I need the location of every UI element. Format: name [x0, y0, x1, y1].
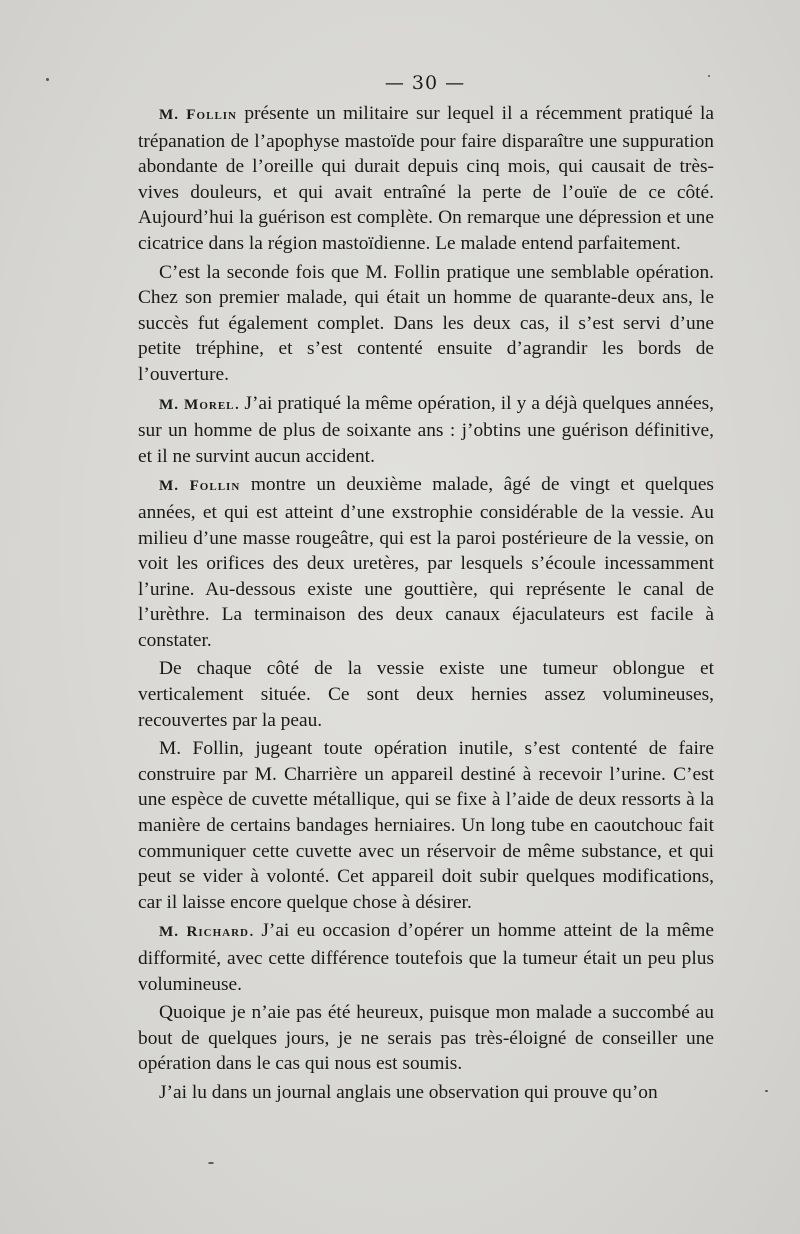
scan-speck — [208, 1162, 214, 1164]
paragraph-second-operation — [138, 260, 714, 388]
paragraph-text: . J’ai eu occasion d’opérer un homme atteint de la même difformité, avec cette différence toutefois que la tumeur était un peu plus volumineuse. — [138, 920, 714, 995]
page-number: — 30 — — [384, 72, 466, 94]
paragraph-appareil — [138, 736, 714, 915]
paragraph-quoique — [138, 1000, 714, 1077]
speaker-name: M. Follin — [159, 478, 241, 495]
paragraph-journal-anglais — [138, 1080, 714, 1106]
scan-speck — [708, 75, 710, 77]
speaker-name: M. Richard — [159, 924, 249, 941]
scan-speck — [765, 1090, 768, 1092]
paragraph-text: . J’ai pratiqué la même opération, il y a déjà quelques années, sur un homme de plus de soixante ans : j’obtins une guérison définitive, et il ne survint aucun accident. — [138, 392, 714, 467]
paragraph-morel — [138, 391, 714, 470]
paragraph-follin-trepanation — [138, 101, 714, 257]
paragraph-text: C’est la seconde fois que M. Follin pratique une semblable opération. Chez son premier malade, qui était un homme de quarante-deux ans, le succès fut également complet. Dans les deux cas, il s’est servi d’une petite tréphine, et s’est contenté ensuite d’agrandir les bords de l’ouverture. — [138, 261, 714, 385]
paragraph-hernies — [138, 656, 714, 733]
scan-speck — [46, 78, 49, 81]
paragraph-text: De chaque côté de la vessie existe une tumeur oblongue et verticalement située. Ce sont deux hernies assez volumineuses, recouvertes par la peau. — [138, 658, 714, 731]
speaker-name: M. Morel — [159, 396, 235, 413]
paragraph-follin-exstrophie — [138, 472, 714, 653]
paragraph-text: montre un deuxième malade, âgé de vingt et quelques années, et qui est atteint d’une exstrophie considérable de la vessie. Au milieu d’une masse rougeâtre, qui est la paroi postérieure de la vessie, on voit les orifices des deux uretères, par lesquels s’écoule incessamment l’urine. Au-dessous existe une gouttière, qui représente le canal de l’urèthre. La terminaison des deux canaux éjaculateurs est facile à constater. — [138, 474, 714, 651]
paragraph-richard — [138, 918, 714, 997]
paragraph-text: M. Follin, jugeant toute opération inutile, s’est contenté de faire construire par M. Charrière un appareil destiné à recevoir l’urine. C’est une espèce de cuvette métallique, qui se fixe à l’aide de deux ressorts à la manière de certains bandages herniaires. Un long tube en caoutchouc fait communiquer cette cuvette avec un réservoir de même substance, et qui peut se vider à volonté. Cet appareil doit subir quelques modifications, car il laisse encore quelque chose à désirer. — [138, 738, 714, 913]
speaker-name: M. Follin — [159, 107, 238, 123]
paragraph-text: présente un militaire sur lequel il a récemment pratiqué la trépanation de l’apophyse mastoïde pour faire disparaître une suppuration abondante de l’oreille qui durait depuis cinq mois, qui causait de très-vives douleurs, et qui avait entraîné la perte de l’ouïe de ce côté. Aujourd’hui la guérison est complète. On remarque une dépression et une cicatrice dans la région mastoïdienne. Le malade entend parfaitement. — [138, 103, 714, 254]
paragraph-text: J’ai lu dans un journal anglais une observation qui prouve qu’on — [159, 1081, 658, 1103]
paragraph-text: Quoique je n’aie pas été heureux, puisque mon malade a succombé au bout de quelques jours, je ne serais pas très-éloigné de conseiller une opération dans le cas qui nous est soumis. — [138, 1002, 714, 1075]
body-text — [138, 101, 714, 1109]
